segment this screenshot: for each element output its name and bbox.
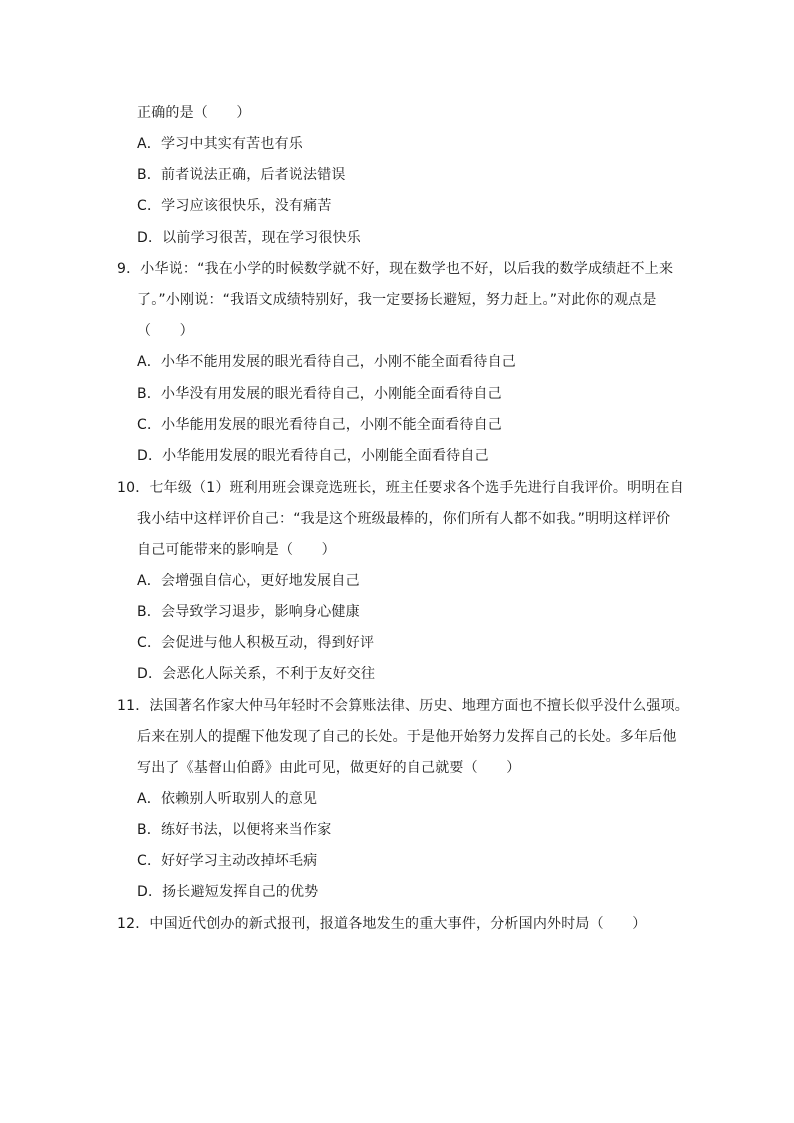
q10-option-a: A．会增强自信心，更好地发展自己 <box>137 573 360 589</box>
q11-option-d: D．扬长避短发挥自己的优势 <box>137 884 319 900</box>
q10-option-d: D．会恶化人际关系，不利于友好交往 <box>137 666 376 682</box>
q9-option-b: B．小华没有用发展的眼光看待自己，小刚能全面看待自己 <box>137 386 502 402</box>
q9-option-c: C．小华能用发展的眼光看待自己，小刚不能全面看待自己 <box>137 417 502 433</box>
q11-stem-line-3: 写出了《基督山伯爵》由此可见，做更好的自己就要（ ） <box>137 760 521 776</box>
q11-stem-line-1: 11．法国著名作家大仲马年轻时不会算账法律、历史、地理方面也不擅长似乎没什么强项。 <box>117 698 690 714</box>
q10-stem-line-1: 10．七年级（1）班利用班会课竞选班长，班主任要求各个选手先进行自我评价。明明在自 <box>117 480 684 496</box>
q9-option-d: D．小华能用发展的眼光看待自己，小刚能全面看待自己 <box>137 448 489 464</box>
q12-stem-line-1: 12．中国近代创办的新式报刊，报道各地发生的重大事件，分析国内外时局（ ） <box>117 916 647 932</box>
q10-option-c: C．会促进与他人积极互动，得到好评 <box>137 635 375 651</box>
q8-option-c: C．学习应该很快乐，没有痛苦 <box>137 198 332 214</box>
q8-stem-tail: 正确的是（ ） <box>137 105 251 121</box>
q8-option-a: A．学习中其实有苦也有乐 <box>137 136 303 152</box>
q11-option-b: B．练好书法，以便将来当作家 <box>137 822 332 838</box>
q10-stem-line-2: 我小结中这样评价自己：“我是这个班级最棒的，你们所有人都不如我。”明明这样评价 <box>137 511 671 527</box>
q9-stem-line-3: （ ） <box>137 323 194 339</box>
q9-stem-line-2: 了。”小刚说：“我语文成绩特别好，我一定要扬长避短，努力赶上。”对此你的观点是 <box>137 292 657 308</box>
q8-option-b: B．前者说法正确，后者说法错误 <box>137 167 346 183</box>
q11-stem-line-2: 后来在别人的提醒下他发现了自己的长处。于是他开始努力发挥自己的长处。多年后他 <box>137 729 677 745</box>
q10-option-b: B．会导致学习退步，影响身心健康 <box>137 604 360 620</box>
q9-stem-line-1: 9．小华说：“我在小学的时候数学就不好，现在数学也不好，以后我的数学成绩赶不上来 <box>117 261 674 277</box>
q8-option-d: D．以前学习很苦，现在学习很快乐 <box>137 230 361 246</box>
q9-option-a: A．小华不能用发展的眼光看待自己，小刚不能全面看待自己 <box>137 354 516 370</box>
q10-stem-line-3: 自己可能带来的影响是（ ） <box>137 542 336 558</box>
q11-option-c: C．好好学习主动改掉坏毛病 <box>137 853 318 869</box>
q11-option-a: A．依赖别人听取别人的意见 <box>137 791 318 807</box>
